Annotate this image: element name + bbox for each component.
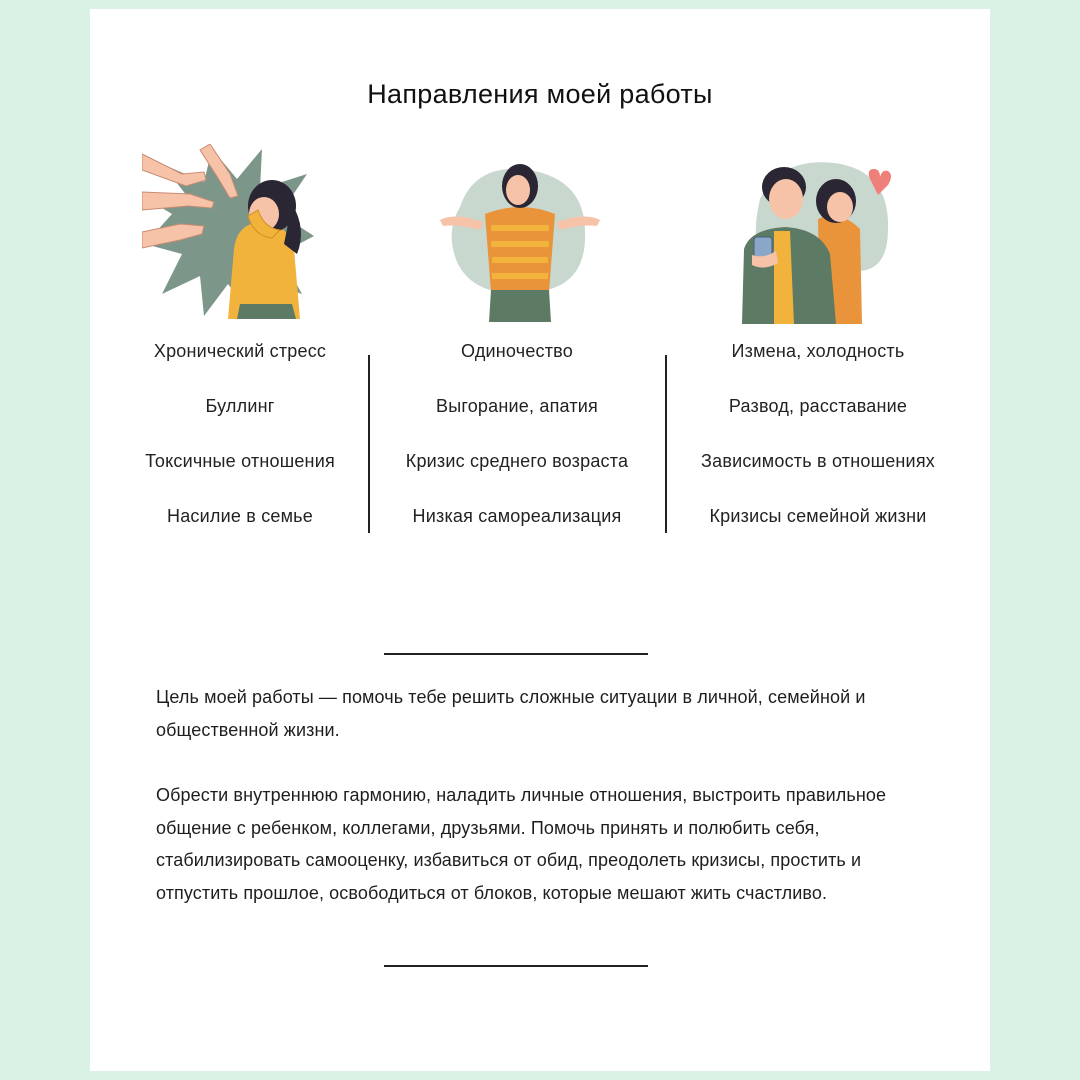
list-item: Одиночество (461, 341, 573, 361)
benefits-paragraph: Обрести внутреннюю гармонию, наладить личные отношения, выстроить правильное общение с ребенком, коллегами, друзьями. Помочь принять и полюбить себя, стабилизировать самооценку, избавиться от обид, преодолеть кризисы, простить и отпустить прошлое, освободиться от блоков, которые мешают жить счастливо. (156, 785, 887, 903)
page-title: Направления моей работы (367, 79, 713, 109)
list-item: Кризис среднего возраста (405, 451, 629, 471)
list-item: Измена, холодность (731, 341, 905, 361)
column-divider (665, 355, 667, 533)
section-divider (384, 965, 648, 967)
couple-illustration (740, 159, 900, 324)
list-item: Хронический стресс (153, 341, 327, 361)
directions-column-2 (367, 339, 667, 559)
section-divider (384, 653, 648, 655)
directions-column-3 (668, 339, 968, 559)
directions-column-1 (90, 339, 390, 559)
list-item: Насилие в семье (167, 506, 313, 526)
goal-paragraph: Цель моей работы — помочь тебе решить сложные ситуации в личной, семейной и общественной жизни. (156, 687, 866, 740)
list-item: Низкая самореализация (412, 506, 622, 526)
list-item: Развод, расставание (728, 396, 908, 416)
list-item: Токсичные отношения (145, 451, 335, 471)
list-item: Зависимость в отношениях (701, 451, 935, 471)
list-item: Выгорание, апатия (436, 396, 598, 416)
content-card (90, 9, 990, 1071)
bullied-woman-illustration (142, 144, 317, 319)
list-item: Буллинг (205, 396, 275, 416)
list-item: Кризисы семейной жизни (709, 506, 927, 526)
shrugging-woman-illustration (435, 162, 605, 322)
